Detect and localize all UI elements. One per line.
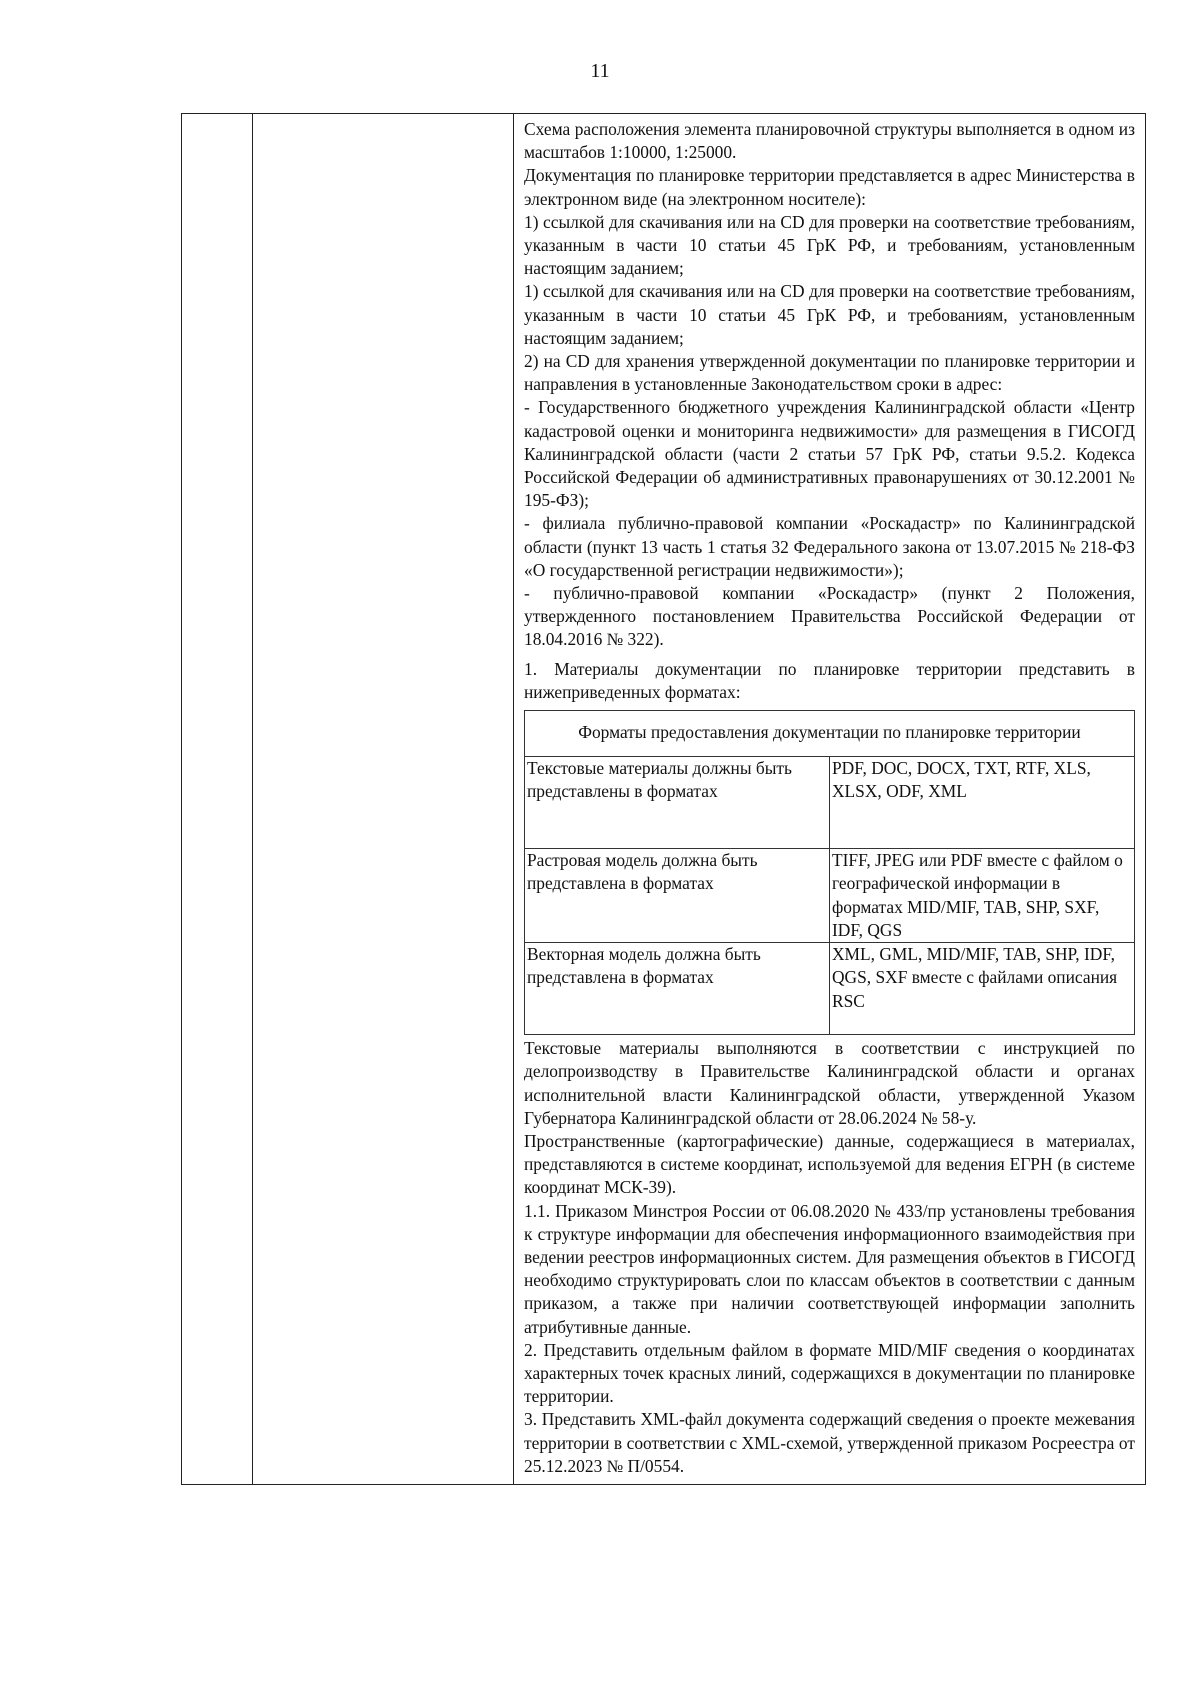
formats-header-row <box>525 711 1135 757</box>
paragraph-submission: Документация по планировке территории представляется в адрес Министерства в электронном виде (на электронном носителе): <box>524 165 1135 209</box>
paragraph-text-materials: Текстовые материалы выполняются в соответствии с инструкцией по делопроизводству в Правительстве Калининградской области и органах исполнительной власти Калининградской области, утвержденной Указом Губернатора Калининградской области от 28.06.2024 № 58-у. <box>524 1038 1135 1128</box>
table-row <box>525 943 1135 1035</box>
paragraph-scale: Схема расположения элемента планировочной структуры выполняется в одном из масштабов 1:10000, 1:25000. <box>524 119 1135 163</box>
paragraph-item-1b: 1) ссылкой для скачивания или на CD для проверки на соответствие требованиям, указанным в части 10 статьи 45 ГрК РФ, и требованиям, установленным настоящим заданием; <box>524 281 1135 348</box>
formats-header: Форматы предоставления документации по планировке территории <box>525 711 1135 757</box>
paragraph-item-1a: 1) ссылкой для скачивания или на CD для проверки на соответствие требованиям, указанным в части 10 статьи 45 ГрК РФ, и требованиям, установленным настоящим заданием; <box>524 211 1135 279</box>
table-row <box>525 849 1135 943</box>
requirements-table <box>181 113 1146 1485</box>
item-cell <box>253 114 514 1485</box>
format-values: TIFF, JPEG или PDF вместе с файлом о географической информации в форматах MID/MIF, TAB, SHP, SXF, IDF, QGS <box>830 849 1135 943</box>
table-row <box>525 757 1135 849</box>
content-cell <box>514 114 1146 1485</box>
paragraph-gbu: - Государственного бюджетного учреждения Калининградской области «Центр кадастровой оценки и мониторинга недвижимости» для размещения в ГИСОГД Калининградской области (части 2 статьи 57 ГрК РФ, статьи 9.5.2. Кодекса Российской Федерации об административных правонарушениях от 30.12.2001 № 195-ФЗ); <box>524 397 1135 511</box>
table-row <box>182 114 1146 1485</box>
paragraph-item-3-xml: 3. Представить XML-файл документа содержащий сведения о проекте межевания территории в соответствии с XML-схемой, утвержденной приказом Росреестра от 25.12.2023 № П/0554. <box>524 1409 1135 1476</box>
format-values: PDF, DOC, DOCX, TXT, RTF, XLS, XLSX, ODF, XML <box>830 757 1135 849</box>
paragraph-item-2-midmif: 2. Представить отдельным файлом в формате MID/MIF сведения о координатах характерных точек красных линий, содержащихся в документации по планировке территории. <box>524 1339 1135 1407</box>
formats-table <box>524 710 1135 1035</box>
format-values: XML, GML, MID/MIF, TAB, SHP, IDF, QGS, SXF вместе с файлами описания RSC <box>830 943 1135 1035</box>
paragraph-item-2: 2) на CD для хранения утвержденной документации по планировке территории и направления в установленные Законодательством сроки в адрес: <box>524 351 1135 395</box>
format-label: Растровая модель должна быть представлена в форматах <box>525 849 830 943</box>
paragraph-item-1-1: 1.1. Приказом Минстроя России от 06.08.2020 № 433/пр установлены требования к структуре информации для обеспечения информационного взаимодействия при ведении реестров информационных систем. Для размещения объектов в ГИСОГД необходимо структурировать слои по классам объектов в соответствии с данным приказом, а также при наличии соответствующей информации заполнить атрибутивные данные. <box>524 1200 1135 1337</box>
number-cell <box>182 114 253 1485</box>
paragraph-formats-intro: 1. Материалы документации по планировке территории представить в нижеприведенных форматах: <box>524 658 1135 702</box>
page-number: 11 <box>590 60 610 82</box>
paragraph-filial: - филиала публично-правовой компании «Роскадастр» по Калининградской области (пункт 13 часть 1 статья 32 Федерального закона от 13.07.2015 № 218-ФЗ «О государственной регистрации недвижимости»); <box>524 513 1135 580</box>
paragraph-spatial-data: Пространственные (картографические) данные, содержащиеся в материалах, представляются в системе координат, используемой для ведения ЕГРН (в системе координат МСК-39). <box>524 1130 1135 1198</box>
format-label: Векторная модель должна быть представлена в форматах <box>525 943 830 1035</box>
format-label: Текстовые материалы должны быть представлены в форматах <box>525 757 830 849</box>
paragraph-roskadastr: - публично-правовой компании «Роскадастр» (пункт 2 Положения, утвержденного постановлением Правительства Российской Федерации от 18.04.2016 № 322). <box>524 583 1135 650</box>
